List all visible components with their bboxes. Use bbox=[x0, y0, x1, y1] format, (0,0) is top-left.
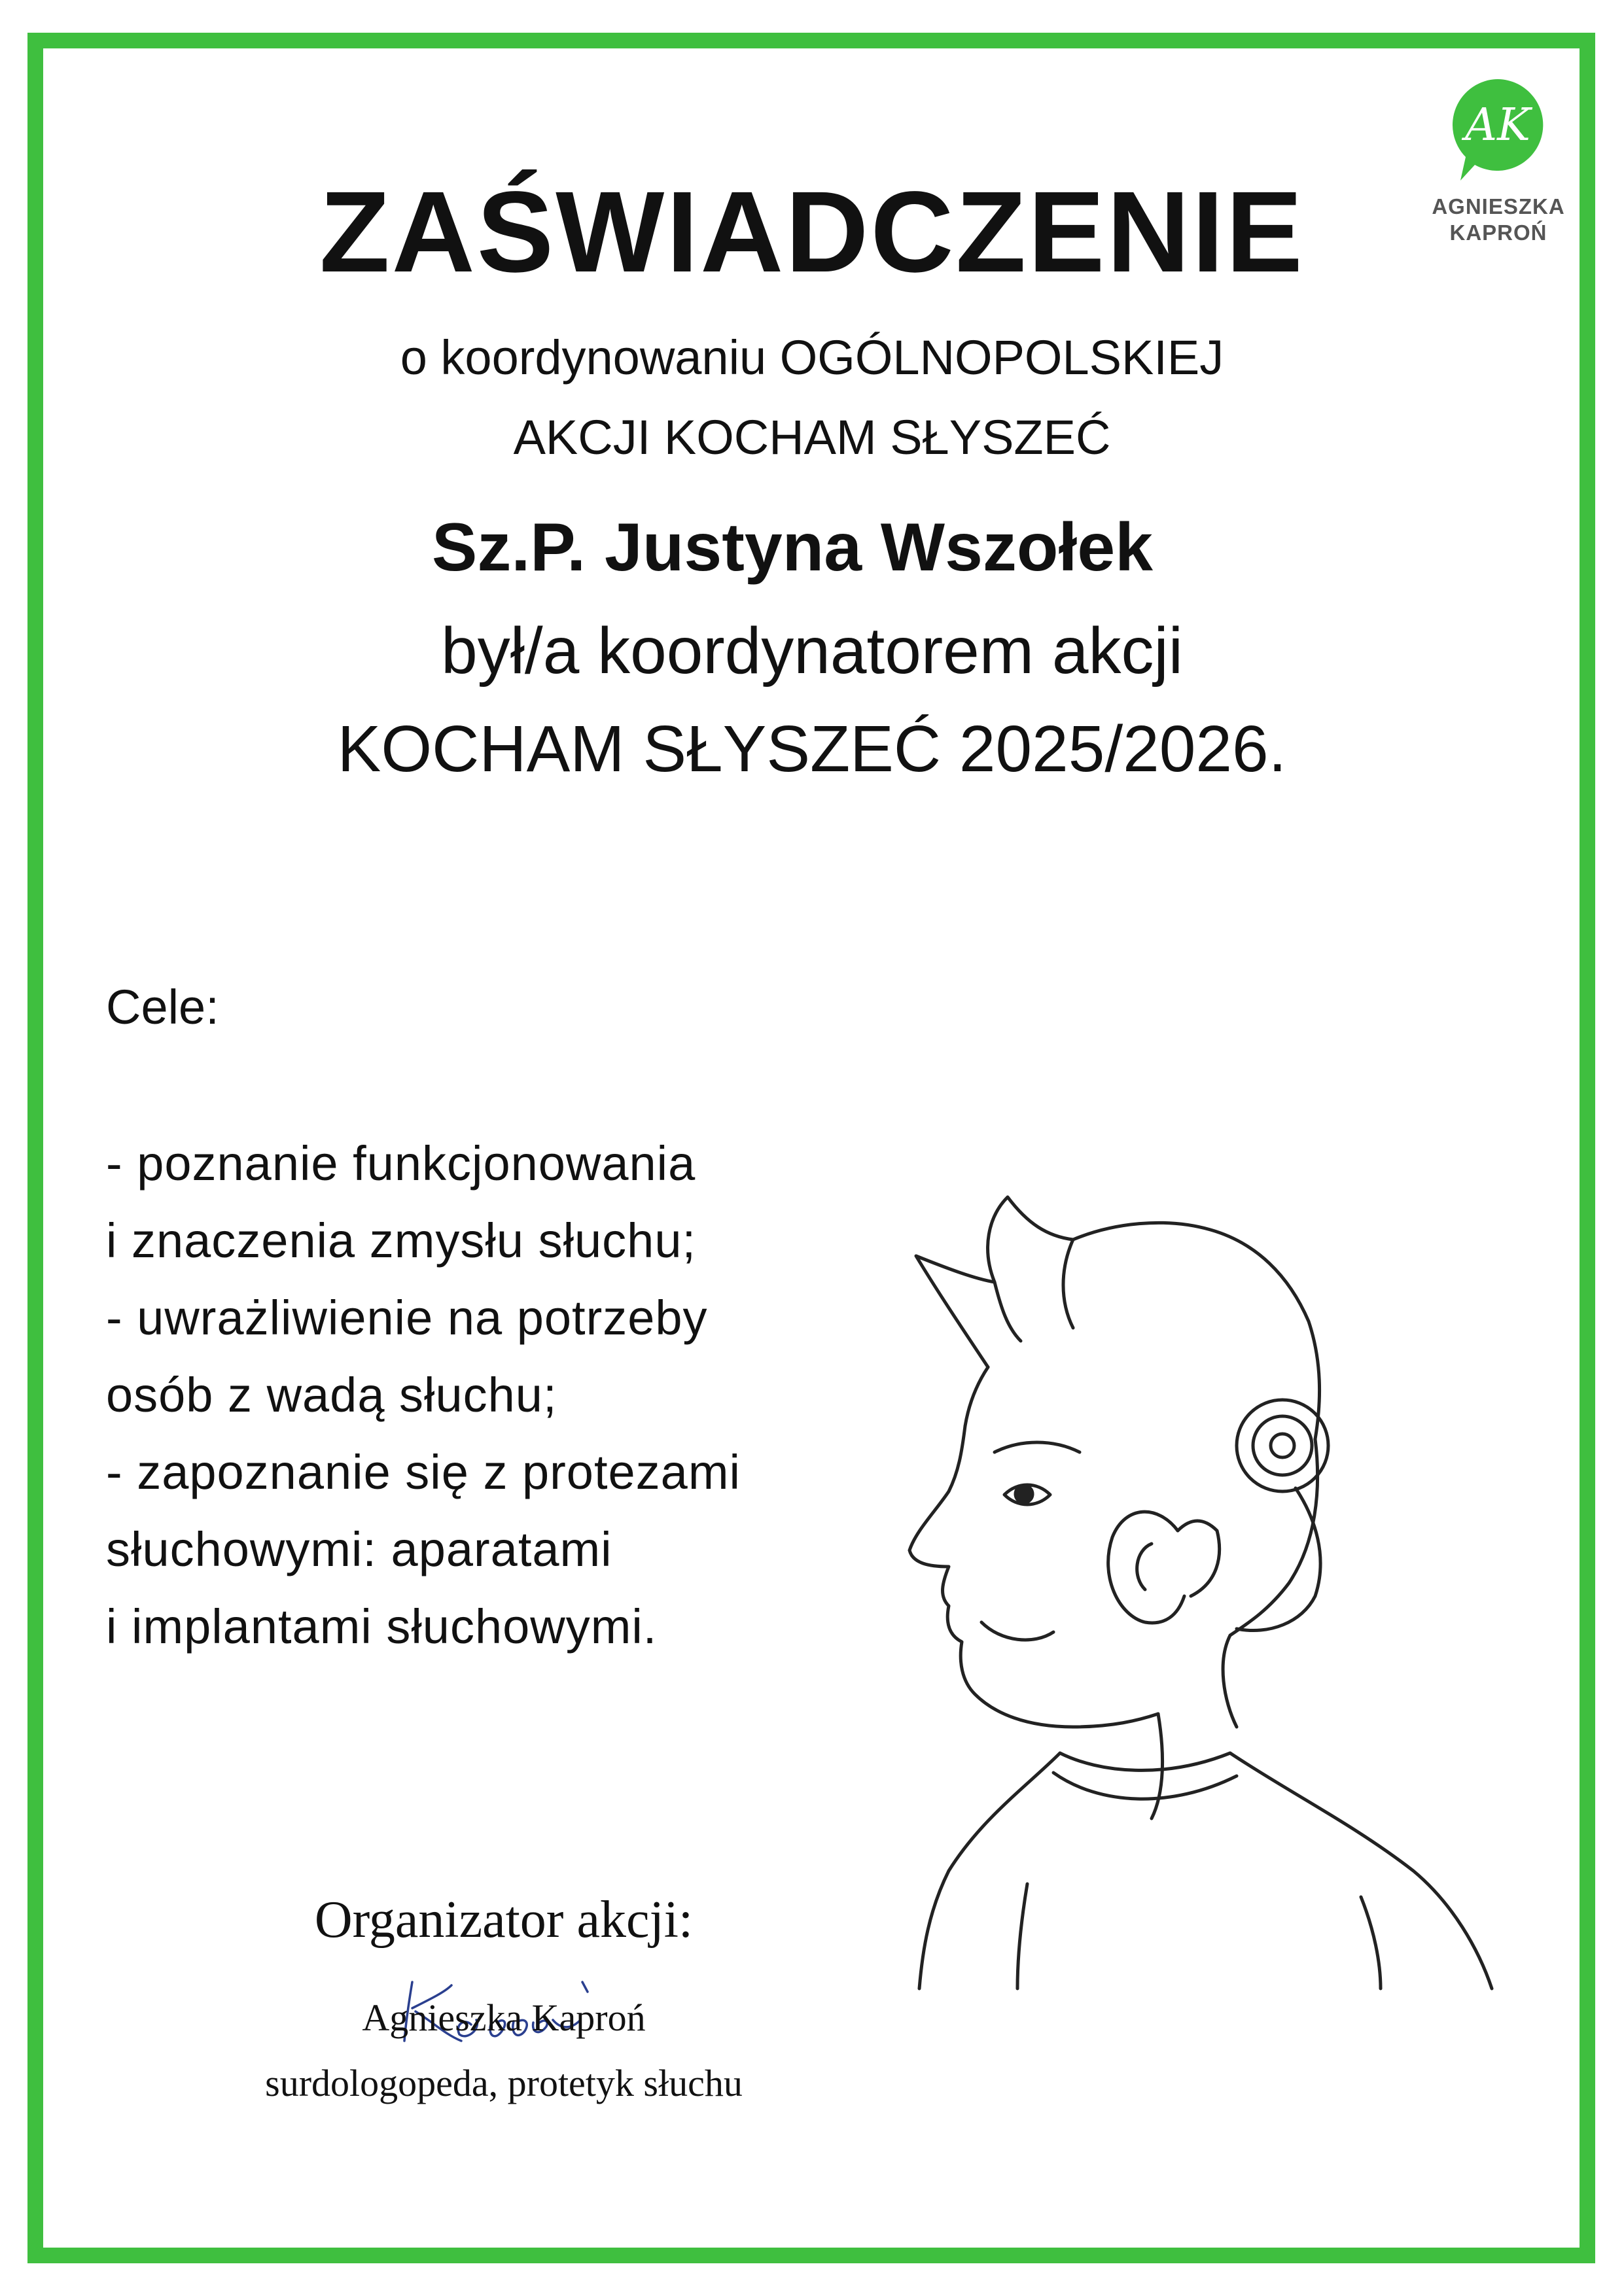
organizer-block bbox=[196, 1884, 811, 2104]
goal-line: osób z wadą słuchu; bbox=[106, 1368, 557, 1422]
logo-monogram: AK bbox=[1465, 99, 1530, 151]
subtitle-line-2: AKCJI KOCHAM SŁYSZEĆ bbox=[513, 410, 1111, 464]
organizer-label: Organizator akcji: bbox=[314, 1891, 694, 1949]
organizer-name: Agnieszka Kaproń bbox=[362, 1996, 646, 2039]
recipient-name: Sz.P. Justyna Wszołek bbox=[431, 510, 1154, 585]
recipient-role bbox=[0, 602, 1624, 798]
organizer-role: surdologopeda, protetyk słuchu bbox=[265, 2062, 743, 2104]
logo-line-2: KAPROŃ bbox=[1449, 220, 1547, 245]
goals-list bbox=[106, 1125, 924, 1665]
goal-line: - zapoznanie się z protezami bbox=[106, 1445, 741, 1499]
goal-line: - uwrażliwienie na potrzeby bbox=[106, 1291, 708, 1345]
subtitle-line-1: o koordynowaniu OGÓLNOPOLSKIEJ bbox=[400, 330, 1224, 385]
role-line-1: był/a koordynatorem akcji bbox=[441, 614, 1183, 687]
role-line-2: KOCHAM SŁYSZEĆ 2025/2026. bbox=[337, 712, 1287, 786]
goal-line: i implantami słuchowymi. bbox=[106, 1599, 658, 1654]
logo-line-1: AGNIESZKA bbox=[1432, 194, 1565, 218]
goal-line: słuchowymi: aparatami bbox=[106, 1522, 612, 1576]
document-title: ZAŚWIADCZENIE bbox=[319, 168, 1305, 296]
goals-label: Cele: bbox=[106, 980, 219, 1034]
boy-with-cochlear-implant-illustration bbox=[864, 1164, 1557, 2002]
document-subtitle bbox=[0, 318, 1624, 478]
goal-line: i znaczenia zmysłu słuchu; bbox=[106, 1213, 697, 1268]
goal-line: - poznanie funkcjonowania bbox=[106, 1136, 696, 1191]
